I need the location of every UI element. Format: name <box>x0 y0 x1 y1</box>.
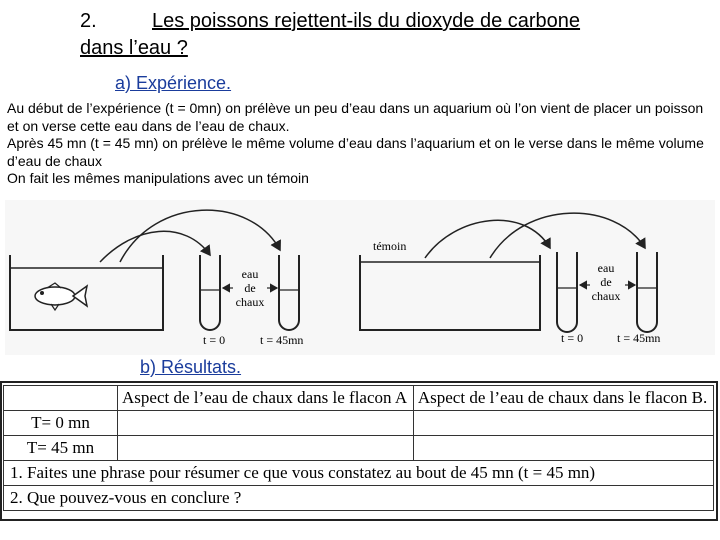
cell-b-t0[interactable] <box>413 411 713 436</box>
table-row <box>4 411 714 436</box>
question-2: 2. Que pouvez-vous en conclure ? <box>4 486 714 511</box>
results-table <box>3 385 714 511</box>
subheading-results: b) Résultats. <box>140 357 242 377</box>
row-label-t0: T= 0 mn <box>4 411 118 436</box>
header-flask-a: Aspect de l’eau de chaux dans le flacon A <box>118 386 414 411</box>
table-corner-cell <box>4 386 118 411</box>
table-header-row <box>4 386 714 411</box>
control-label: témoin <box>373 239 407 253</box>
time-label-t45: t = 45mn <box>260 333 304 347</box>
control-time-t0: t = 0 <box>561 331 584 345</box>
experiment-description <box>7 100 712 188</box>
experiment-figure <box>5 200 715 355</box>
table-row <box>4 436 714 461</box>
cell-a-t45[interactable] <box>118 436 414 461</box>
time-label-t0: t = 0 <box>203 333 226 347</box>
lime-water-label-1: eau <box>241 267 259 281</box>
row-label-t45: T= 45 mn <box>4 436 118 461</box>
question-row <box>4 486 714 511</box>
control-lime-label-2: de <box>600 275 612 289</box>
paragraph-3: On fait les mêmes manipulations avec un témoin <box>7 170 309 186</box>
question-1: 1. Faites une phrase pour résumer ce que vous constatez au bout de 45 mn (t = 45 mn) <box>4 461 714 486</box>
subheading-experience: a) Expérience. <box>115 73 232 93</box>
control-lime-label-1: eau <box>597 261 615 275</box>
control-lime-label-3: chaux <box>591 289 621 303</box>
section-number: 2. <box>80 10 97 32</box>
paragraph-2: Après 45 mn (t = 45 mn) on prélève le même volume d’eau dans l’aquarium et on le verse dans le même volume d’eau de chaux <box>7 135 704 169</box>
lime-water-label-3: chaux <box>235 295 265 309</box>
title-line2: dans l’eau ? <box>80 37 188 59</box>
question-row <box>4 461 714 486</box>
paragraph-1: Au début de l’expérience (t = 0mn) on prélève un peu d’eau dans un aquarium où l’on vient de placer un poisson et on verse cette eau dans de l’eau de chaux. <box>7 100 704 134</box>
control-time-t45: t = 45mn <box>617 331 661 345</box>
cell-b-t45[interactable] <box>413 436 713 461</box>
header-flask-b: Aspect de l’eau de chaux dans le flacon B. <box>413 386 713 411</box>
lime-water-label-2: de <box>244 281 256 295</box>
cell-a-t0[interactable] <box>118 411 414 436</box>
title-line1: Les poissons rejettent-ils du dioxyde de carbone <box>152 10 581 32</box>
section-title <box>80 8 716 62</box>
